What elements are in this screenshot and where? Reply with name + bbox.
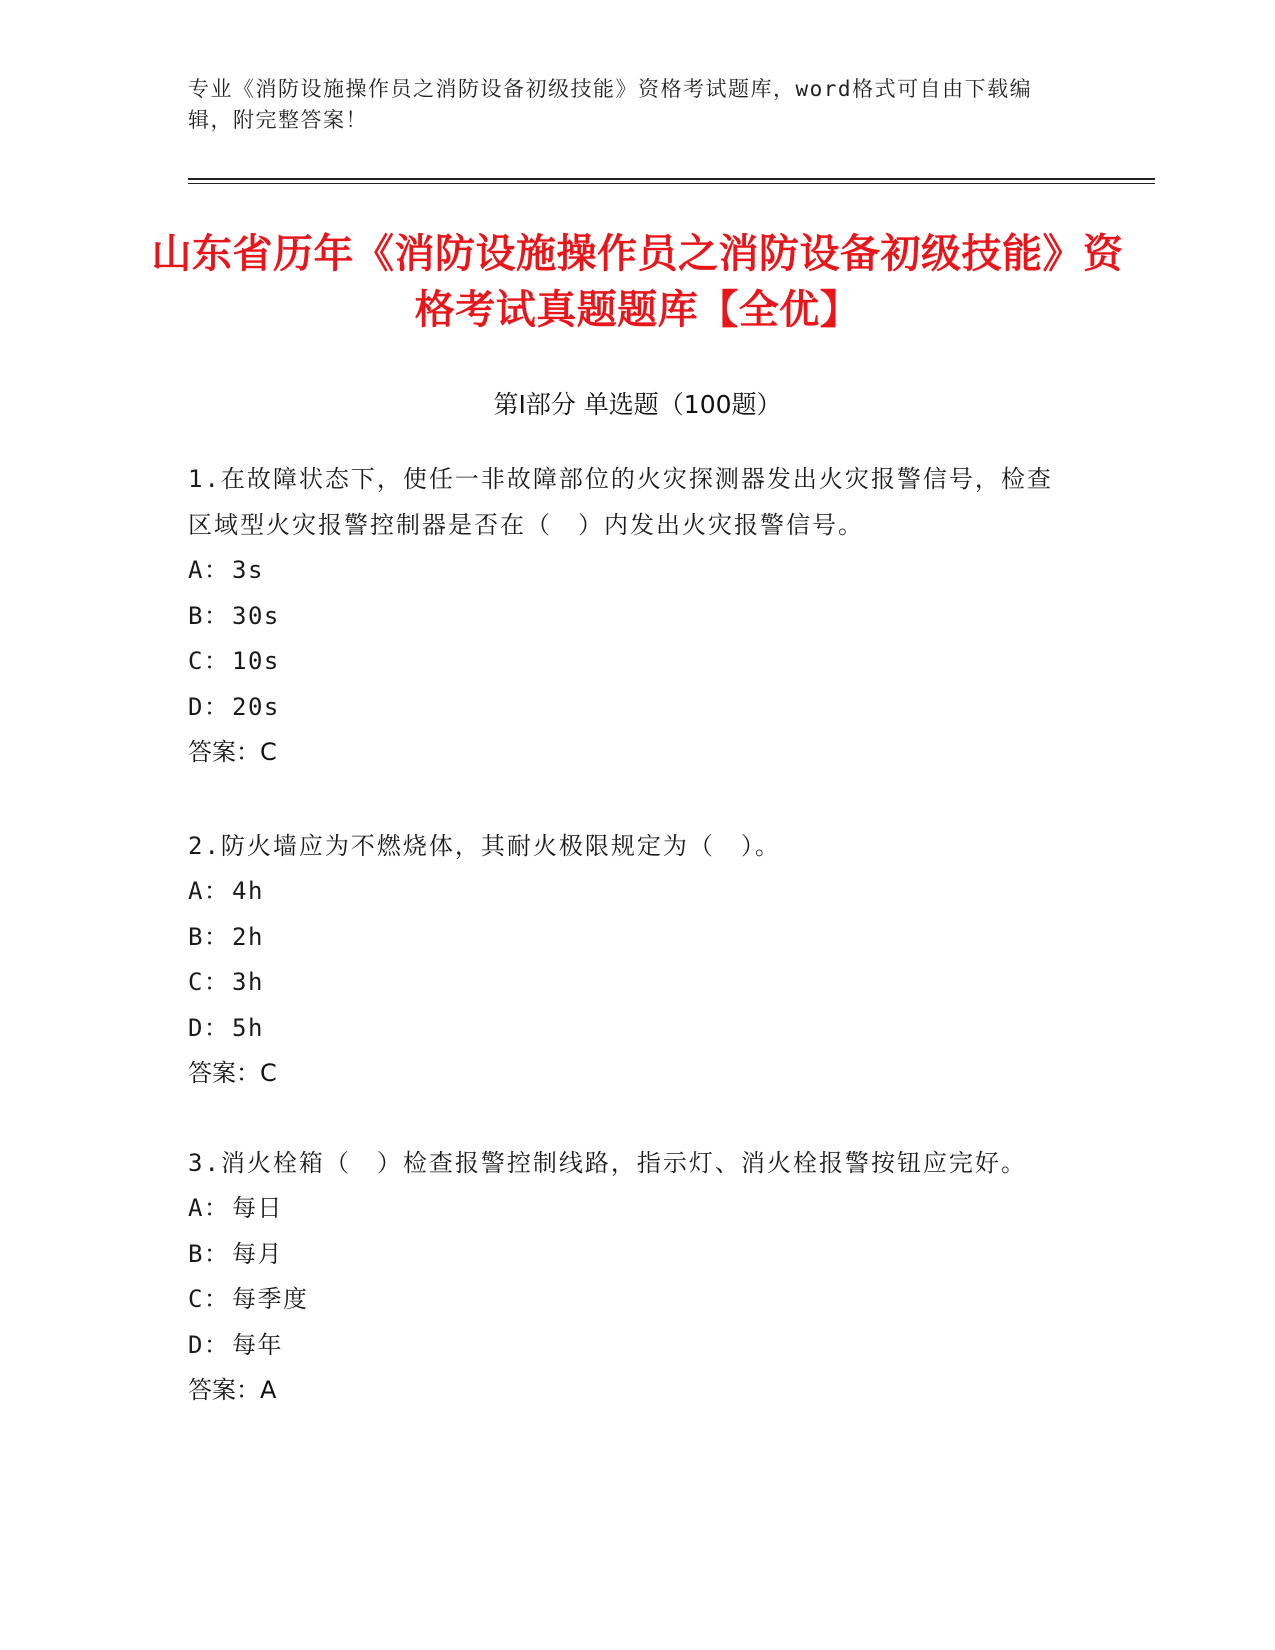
option-text: 每季度 (232, 1285, 309, 1313)
option-b (188, 1232, 1068, 1278)
option-letter: A： (188, 1194, 230, 1222)
option-text: 30s (232, 601, 280, 630)
question-stem: 3.消火栓箱（ ）检查报警控制线路，指示灯、消火栓报警按钮应完好。 (188, 1149, 1027, 1177)
option-text: 4h (232, 877, 264, 905)
section-heading: 第I部分 单选题（100题） (493, 390, 782, 419)
option-letter: C： (188, 968, 230, 996)
option-letter: A： (188, 556, 230, 584)
option-c (188, 960, 1068, 1006)
option-letter: D： (188, 692, 230, 721)
question-stem: 1.在故障状态下，使任一非故障部位的火灾探测器发出火灾报警信号，检查区域型火灾报警控制器是否在（ ）内发出火灾报警信号。 (188, 465, 1053, 539)
option-text: 3s (232, 556, 264, 584)
option-b (188, 594, 1068, 640)
option-text: 每日 (232, 1194, 283, 1222)
option-letter: B： (188, 1239, 230, 1268)
option-letter: D： (188, 1013, 230, 1042)
question-2 (188, 823, 1068, 1097)
header-note: 专业《消防设施操作员之消防设备初级技能》资格考试题库，word格式可自由下载编辑，附完整答案！ (188, 77, 1033, 132)
answer-line: 答案：C (188, 738, 277, 766)
option-a (188, 1186, 1068, 1232)
question-3 (188, 1140, 1068, 1414)
option-letter: C： (188, 1285, 230, 1313)
option-c (188, 1277, 1068, 1323)
document-title: 山东省历年《消防设施操作员之消防设备初级技能》资格考试真题题库【全优】 (151, 231, 1124, 333)
option-text: 20s (232, 692, 280, 721)
option-text: 每年 (232, 1330, 283, 1359)
option-c (188, 639, 1068, 685)
option-text: 10s (232, 647, 280, 675)
option-d (188, 1006, 1068, 1052)
question-1 (188, 456, 1068, 776)
option-d (188, 1323, 1068, 1369)
option-letter: B： (188, 922, 230, 951)
option-text: 3h (232, 968, 264, 996)
option-letter: C： (188, 647, 230, 675)
option-letter: D： (188, 1330, 230, 1359)
option-letter: B： (188, 601, 230, 630)
option-text: 每月 (232, 1239, 283, 1268)
answer-line: 答案：A (188, 1376, 277, 1404)
option-a (188, 548, 1068, 594)
option-text: 5h (232, 1013, 264, 1042)
option-b (188, 915, 1068, 961)
answer-line: 答案：C (188, 1059, 277, 1087)
option-a (188, 869, 1068, 915)
option-text: 2h (232, 922, 264, 951)
option-d (188, 685, 1068, 731)
question-stem: 2.防火墙应为不燃烧体，其耐火极限规定为（ ）。 (188, 832, 781, 860)
header-divider (188, 178, 1155, 180)
header-divider-thin (188, 183, 1155, 184)
option-letter: A： (188, 877, 230, 905)
